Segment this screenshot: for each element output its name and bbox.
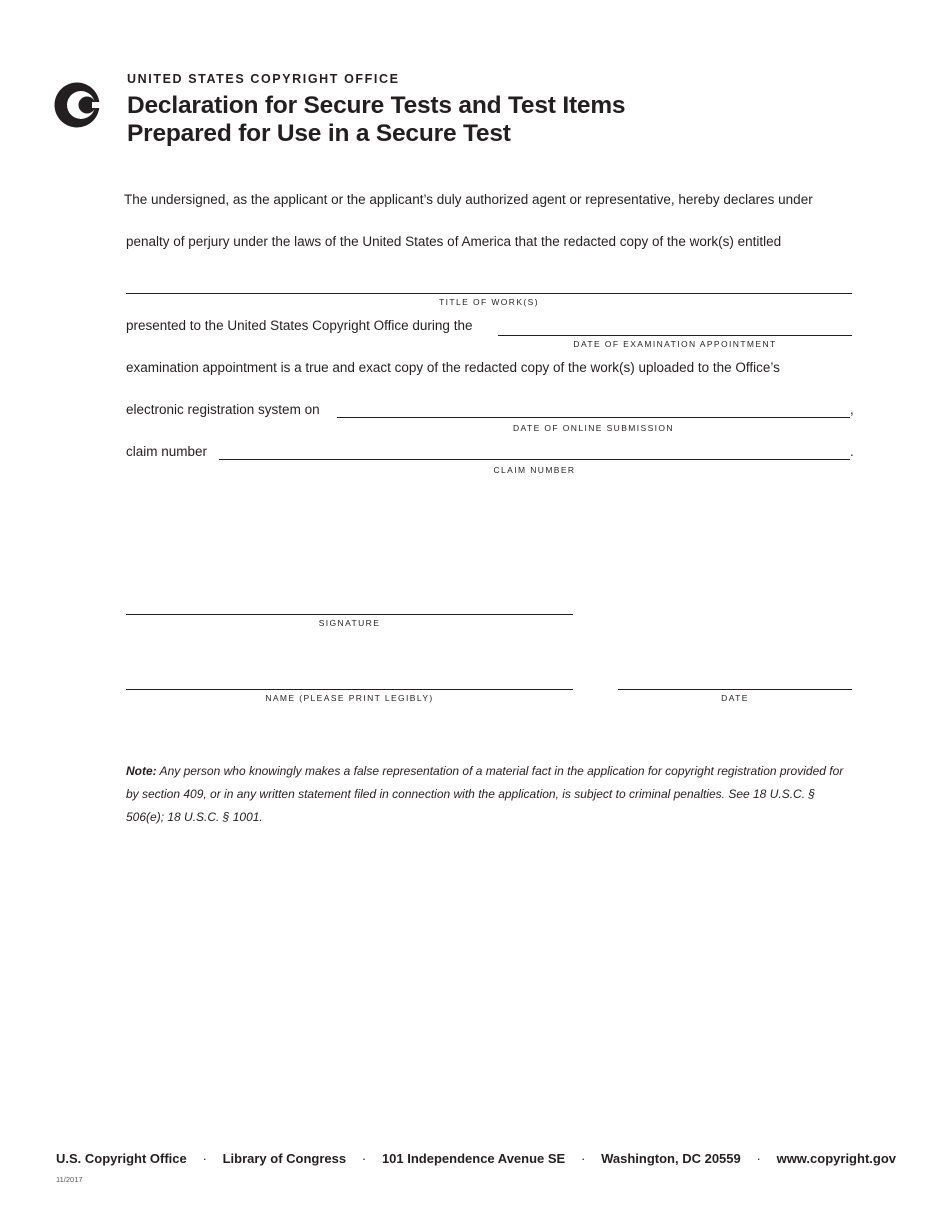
date-field[interactable] — [618, 689, 852, 690]
signature-caption: SIGNATURE — [318, 618, 381, 628]
declaration-line-2: penalty of perjury under the laws of the United States of America that the redacted copy of the work(s) entitled — [126, 234, 782, 249]
page-title — [127, 92, 827, 148]
claim-text: claim number — [126, 444, 208, 459]
footer-website-link[interactable]: www.copyright.gov — [776, 1151, 896, 1166]
legal-note — [126, 760, 856, 829]
note-text: Any person who knowingly makes a false representation of a material fact in the application for copyright registration provided for by section 409, or in any written statement filed in connection with the application, is subject to criminal penalties. See 18 U.S.C. § 506(e); 18 U.S.C. § 1001. — [126, 764, 844, 824]
date-caption: DATE — [721, 693, 749, 703]
footer-address: 101 Independence Avenue SE — [381, 1151, 566, 1166]
title-of-works-caption: TITLE OF WORK(S) — [439, 297, 539, 307]
electronic-text: electronic registration system on — [126, 402, 320, 417]
footer-separator: · — [202, 1151, 207, 1166]
exam-date-caption: DATE OF EXAMINATION APPOINTMENT — [573, 339, 777, 349]
claim-number-caption: CLAIM NUMBER — [493, 465, 576, 475]
revision-date: 11/2017 — [56, 1175, 83, 1184]
online-submission-caption: DATE OF ONLINE SUBMISSION — [513, 423, 674, 433]
name-field[interactable] — [126, 689, 573, 690]
title-line-2: Prepared for Use in a Secure Test — [127, 120, 511, 147]
claim-number-field[interactable] — [219, 459, 850, 460]
declaration-line-1: The undersigned, as the applicant or the applicant’s duly authorized agent or representative, hereby declares under — [124, 192, 813, 207]
period: . — [850, 444, 854, 459]
title-of-works-field[interactable] — [126, 293, 852, 294]
note-label: Note: — [126, 764, 157, 778]
copyright-office-logo — [54, 82, 104, 128]
footer-city: Washington, DC 20559 — [601, 1151, 741, 1166]
footer-library: Library of Congress — [222, 1151, 347, 1166]
signature-field[interactable] — [126, 614, 573, 615]
footer — [56, 1151, 896, 1166]
exam-text: examination appointment is a true and exact copy of the redacted copy of the work(s) uploaded to the Office’s — [126, 360, 780, 375]
comma: , — [850, 402, 854, 417]
online-submission-date-field[interactable] — [337, 417, 850, 418]
footer-separator: · — [361, 1151, 367, 1166]
footer-separator: · — [756, 1151, 761, 1166]
footer-office: U.S. Copyright Office — [56, 1151, 187, 1166]
agency-name: UNITED STATES COPYRIGHT OFFICE — [127, 72, 400, 86]
exam-date-field[interactable] — [498, 335, 852, 336]
title-line-1: Declaration for Secure Tests and Test Items — [127, 92, 626, 119]
presented-text: presented to the United States Copyright Office during the — [126, 318, 473, 333]
name-caption: NAME (PLEASE PRINT LEGIBLY) — [265, 693, 434, 703]
footer-separator: · — [580, 1151, 586, 1166]
